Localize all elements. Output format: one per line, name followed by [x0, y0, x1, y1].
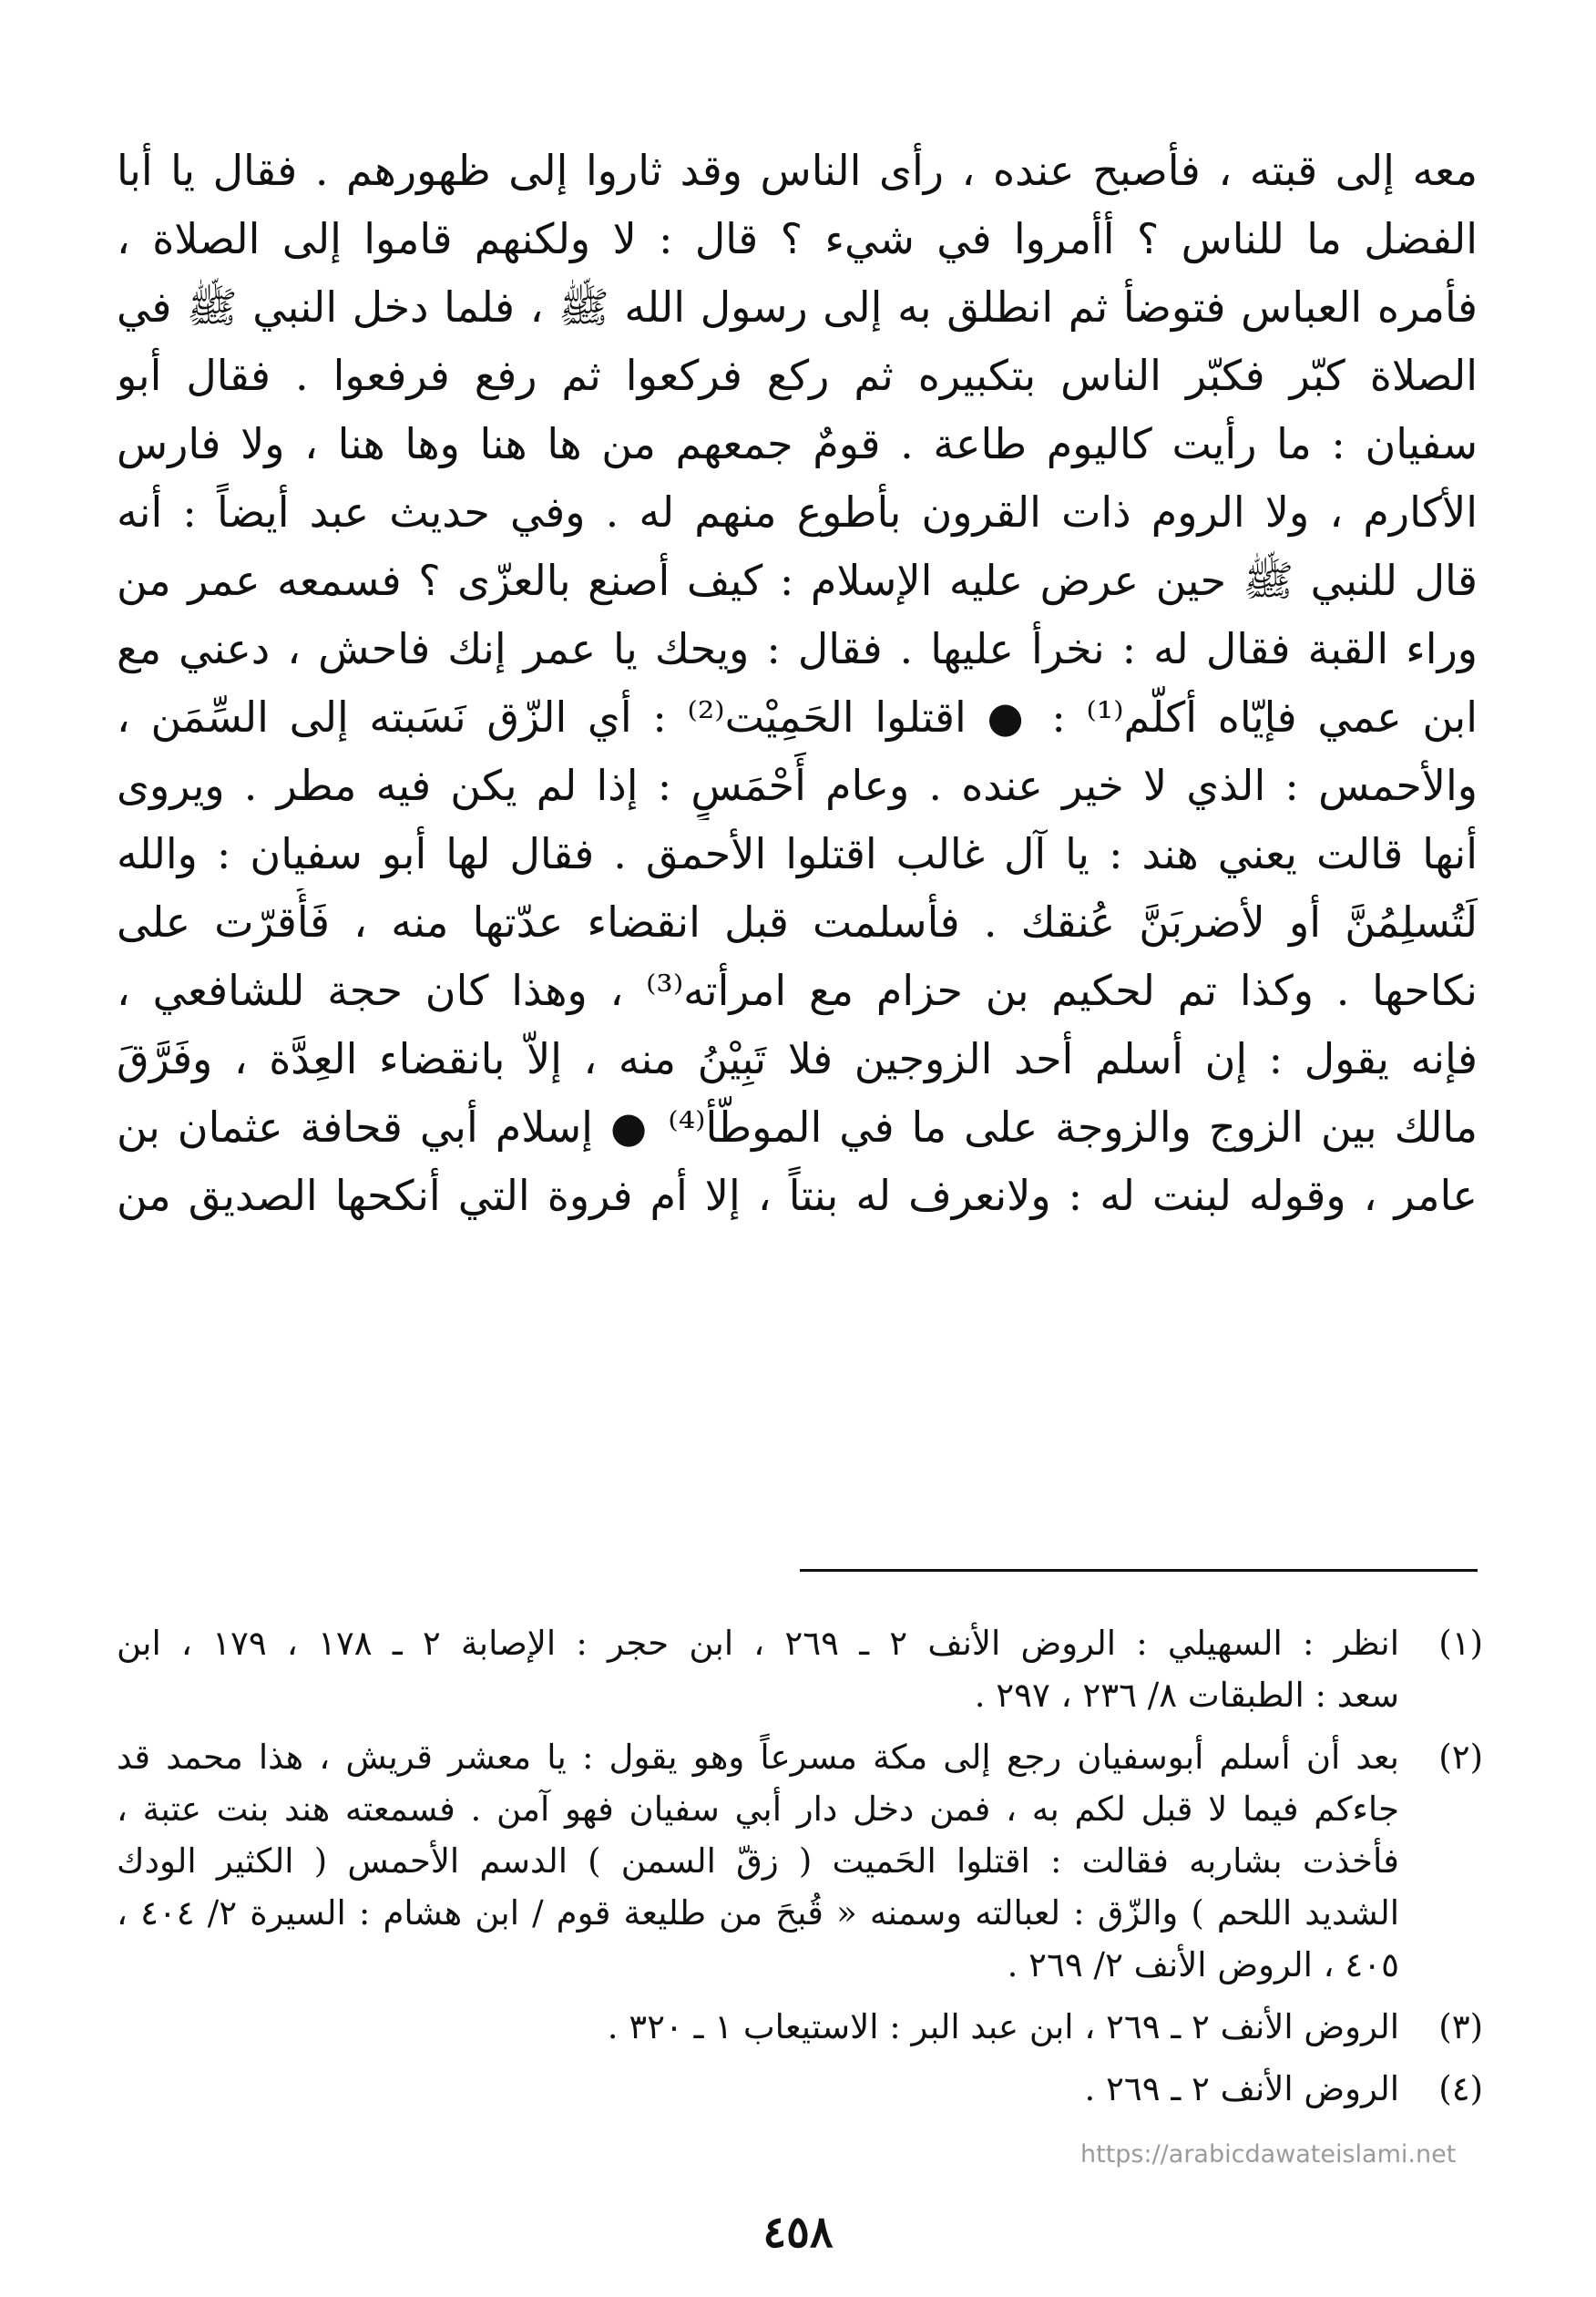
main-text-line: مالك بين الزوج والزوجة على ما في الموطّأ⁽⁴⁾ ● إسلام أبي قحافة عثمان بن — [117, 1102, 1478, 1152]
footnote-line: الروض الأنف ٢ ـ ٢٦٩ ، ابن عبد البر : الاستيعاب ١ ـ ٣٢٠ . — [607, 2007, 1399, 2046]
main-text-line: عامر ، وقوله لبنت له : ولانعرف له بنتاً ، إلا أم فروة التي أنكحها الصديق من — [117, 1171, 1478, 1220]
main-text-line: الفضل ما للناس ؟ أأمروا في شيء ؟ قال : لا ولكنهم قاموا إلى الصلاة ، — [117, 214, 1478, 263]
main-text-line: ابن عمي فإيّاه أكلّم⁽¹⁾ : ● اقتلوا الحَمِيْت⁽²⁾ : أي الزّق نَسَبته إلى السِّمَن ، — [117, 692, 1478, 742]
footnote-4 — [117, 2063, 1483, 2115]
footnote-3 — [117, 2001, 1483, 2053]
main-text-line: والأحمس : الذي لا خير عنده . وعام أَحْمَسٍ : إذا لم يكن فيه مطر . ويروى — [117, 761, 1478, 810]
footnote-line: جاءكم فيما لا قبل لكم به ، فمن دخل دار أبي سفيان فهو آمن . فسمعته هند بنت عتبة ، — [117, 1789, 1399, 1829]
footnote-line: انظر : السهيلي : الروض الأنف ٢ ـ ٢٦٩ ، ابن حجر : الإصابة ٢ ـ ١٧٨ ، ١٧٩ ، ابن — [117, 1624, 1399, 1663]
footnote-divider — [800, 1569, 1478, 1572]
footnote-marker: (١) — [1438, 1624, 1483, 1663]
main-text-line: وراء القبة فقال له : نخرأ عليها . فقال : ويحك يا عمر إنك فاحش ، دعني مع — [117, 624, 1478, 673]
footnote-gap — [117, 2053, 1483, 2063]
main-text-line: الأكارم ، ولا الروم ذات القرون بأطوع منهم له . وفي حديث عبد أيضاً : أنه — [117, 487, 1478, 537]
footnote-text — [117, 2063, 1399, 2115]
main-text-line: فأمره العباس فتوضأ ثم انطلق به إلى رسول الله ﷺ ، فلما دخل النبي ﷺ في — [117, 282, 1478, 332]
footnote-gap — [117, 1991, 1483, 2001]
footnote-gap — [117, 1721, 1483, 1731]
footnote-1 — [117, 1617, 1483, 1721]
footnote-text — [117, 1731, 1399, 1991]
main-text-block — [117, 137, 1478, 1230]
footnote-marker: (٢) — [1438, 1738, 1483, 1777]
main-text-line: أنها قالت يعني هند : يا آل غالب اقتلوا الأحمق . فقال لها أبو سفيان : والله — [117, 829, 1478, 878]
footnote-marker: (٣) — [1438, 2007, 1483, 2046]
main-text-line: فإنه يقول : إن أسلم أحد الزوجين فلا تَبِيْنُ منه ، إلاّ بانقضاء العِدَّة ، وفَرَّقَ — [117, 1034, 1478, 1083]
main-text-line: نكاحها . وكذا تم لحكيم بن حزام مع امرأته⁽³⁾ ، وهذا كان حجة للشافعي ، — [117, 966, 1478, 1015]
footnote-text — [117, 2001, 1399, 2053]
main-text-line: معه إلى قبته ، فأصبح عنده ، رأى الناس وقد ثاروا إلى ظهورهم . فقال يا أبا — [117, 146, 1478, 195]
footnote-line: سعد : الطبقات ٨/ ٢٣٦ ، ٢٩٧ . — [974, 1676, 1399, 1715]
main-text-line: لَتُسلِمُنَّ أو لأضربَنَّ عُنقك . فأسلمت قبل انقضاء عدّتها منه ، فَأُقرّت على — [117, 897, 1478, 947]
footnote-marker: (٤) — [1438, 2069, 1483, 2108]
footnote-line: الشديد اللحم ) والزّق : لعبالته وسمنه « قُبحَ من طليعة قوم / ابن هشام : السيرة ٢/ ٤٠٤ ، — [117, 1893, 1399, 1933]
footnote-text — [117, 1617, 1399, 1721]
main-text-line: قال للنبي ﷺ حين عرض عليه الإسلام : كيف أصنع بالعزّى ؟ فسمعه عمر من — [117, 556, 1478, 605]
footnote-line: الروض الأنف ٢ ـ ٢٦٩ . — [1084, 2069, 1399, 2108]
footnote-2 — [117, 1731, 1483, 1991]
page-number: ٤٥٨ — [762, 2207, 834, 2258]
footnote-line: فأخذت بشاربه فقالت : اقتلوا الحَميت ( زقّ السمن ) الدسم الأحمس ( الكثير الودك — [117, 1841, 1399, 1881]
footnote-line: بعد أن أسلم أبوسفيان رجع إلى مكة مسرعاً وهو يقول : يا معشر قريش ، هذا محمد قد — [117, 1738, 1399, 1777]
website-watermark: https://arabicdawateislami.net — [1080, 2140, 1457, 2169]
footnote-line: ٤٠٥ ، الروض الأنف ٢/ ٢٦٩ . — [1007, 1945, 1399, 1984]
main-text-line: سفيان : ما رأيت كاليوم طاعة . قومٌ جمعهم من ها هنا وها هنا ، ولا فارس — [117, 419, 1478, 468]
footnotes-list — [117, 1617, 1483, 2115]
main-text-line: الصلاة كبّر فكبّر الناس بتكبيره ثم ركع فركعوا ثم رفع فرفعوا . فقال أبو — [117, 351, 1478, 400]
